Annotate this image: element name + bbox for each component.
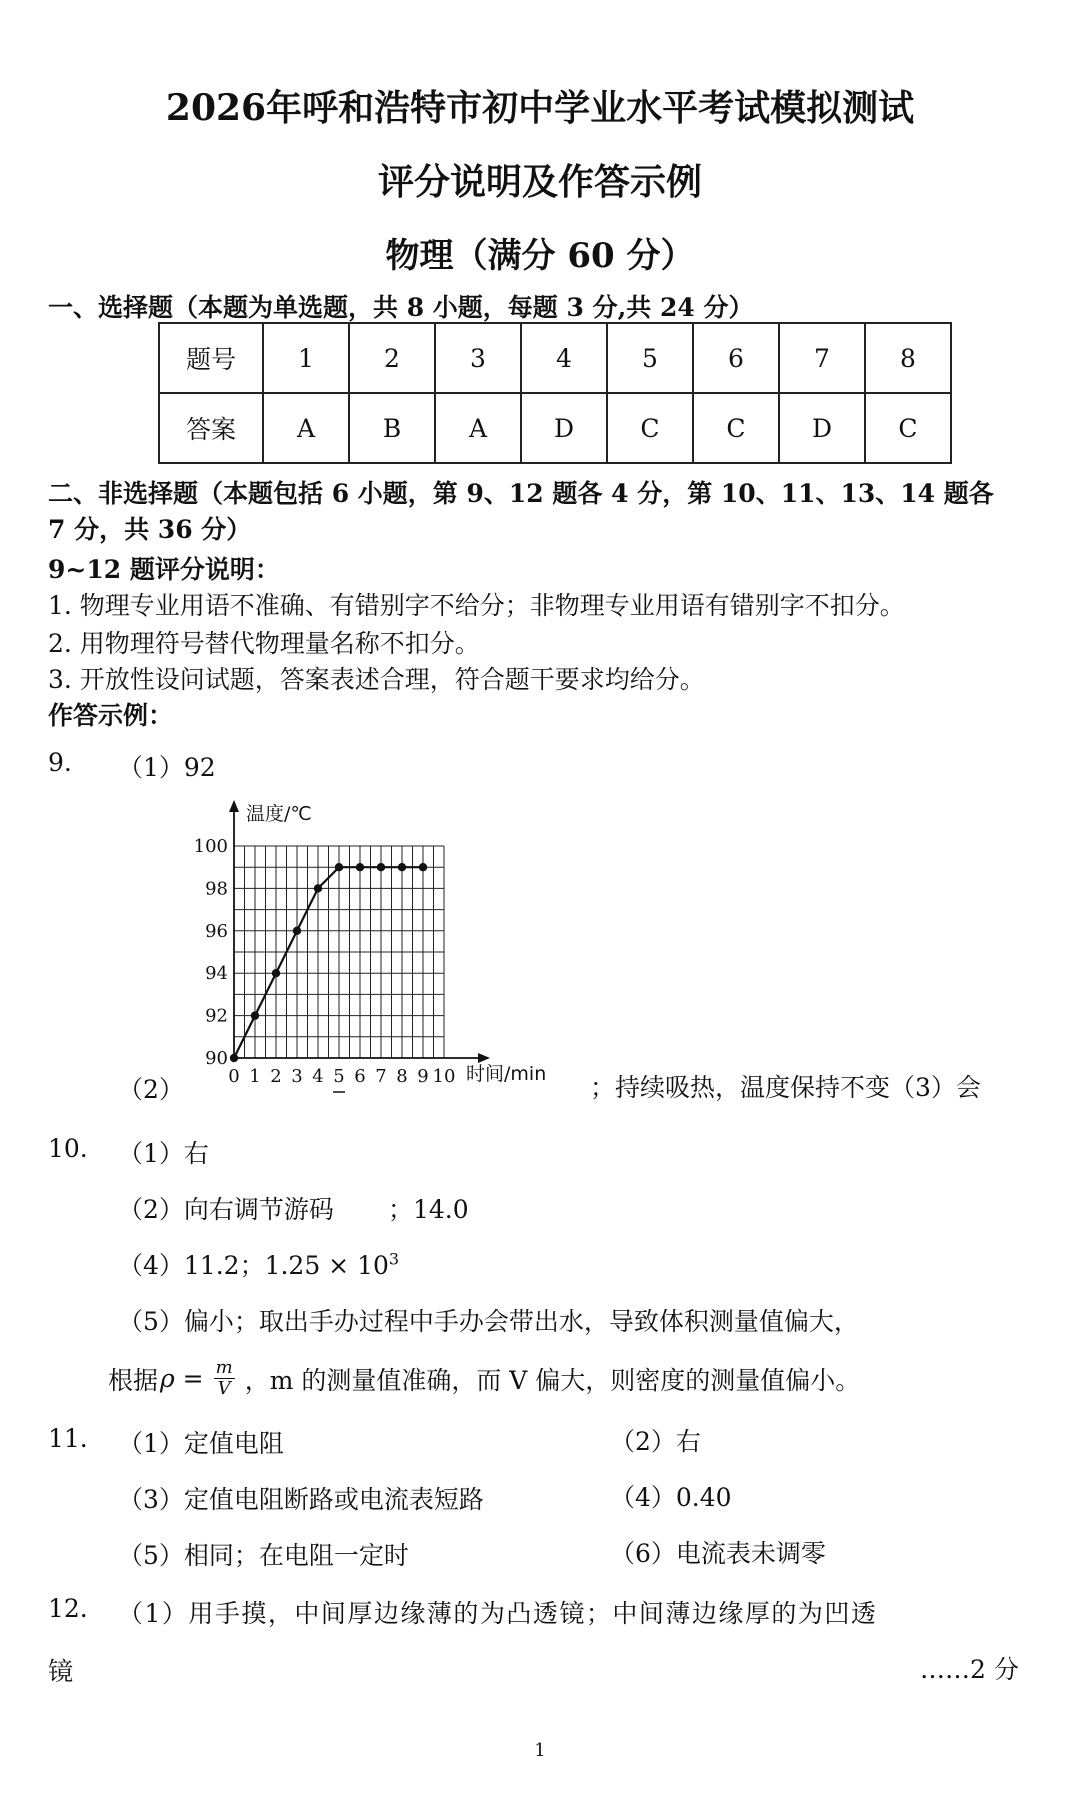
question-number: 12.: [48, 1594, 88, 1623]
table-cell: 5: [607, 323, 693, 393]
table-cell: 8: [865, 323, 951, 393]
table-cell: 4: [521, 323, 607, 393]
table-cell: 3: [435, 323, 521, 393]
rules-title: 9~12 题评分说明：: [48, 555, 280, 584]
answer-part: （2）右: [610, 1427, 701, 1456]
numerator: m: [215, 1357, 233, 1378]
rule-item: 2. 用物理符号替代物理量名称不扣分。: [48, 629, 480, 658]
score-note: ……2 分: [920, 1655, 1019, 1684]
exam-subtitle: 评分说明及作答示例: [377, 161, 702, 203]
data-point: [293, 927, 301, 935]
question-number: 10.: [48, 1134, 88, 1163]
table-cell: D: [779, 393, 865, 463]
question-number: 9.: [48, 748, 72, 777]
chart-grid: [234, 846, 444, 1058]
x-tick-label: 6: [354, 1066, 366, 1087]
answer-part: （4）0.40: [610, 1483, 732, 1512]
x-tick-label: 0: [228, 1066, 240, 1087]
y-tick-label: 96: [205, 920, 228, 942]
data-point: [419, 863, 427, 871]
row-label: 答案: [159, 393, 263, 463]
data-point: [314, 884, 322, 892]
formula-rest: ，m 的测量值准确，而 V 偏大，则密度的测量值偏小。: [244, 1365, 861, 1395]
exam-title: 2026年呼和浩特市初中学业水平考试模拟测试: [165, 87, 915, 129]
x-tick-label: 10: [432, 1066, 456, 1087]
x-axis-label: 时间/min: [466, 1063, 547, 1085]
table-cell: C: [607, 393, 693, 463]
row-label: 题号: [159, 323, 263, 393]
answer-part: ；持续吸热，温度保持不变（3）会: [590, 1073, 981, 1102]
section2-heading-line2: 7 分，共 36 分）: [48, 515, 252, 544]
answer-row: [159, 393, 951, 463]
rule-item: 3. 开放性设问试题，答案表述合理，符合题干要求均给分。: [48, 665, 705, 694]
chart-ticks: [194, 836, 456, 1092]
answer-part: [118, 1246, 399, 1282]
denominator: V: [217, 1378, 231, 1399]
x-tick-label: 2: [270, 1066, 282, 1087]
data-point: [230, 1054, 238, 1062]
table-cell: 7: [779, 323, 865, 393]
density-formula-line: [108, 1358, 860, 1399]
section1-heading: 一、选择题（本题为单选题，共 8 小题，每题 3 分,共 24 分）: [48, 293, 754, 322]
y-tick-label: 92: [205, 1005, 228, 1027]
temperature-time-chart: [170, 790, 547, 1110]
answer-part: （6）电流表未调零: [610, 1539, 826, 1568]
table-cell: B: [349, 393, 435, 463]
x-tick-label: 8: [396, 1066, 408, 1087]
answer-table: [158, 322, 952, 464]
example-title: 作答示例：: [48, 701, 174, 730]
data-point: [398, 863, 406, 871]
y-axis-label: 温度/℃: [246, 803, 312, 825]
y-tick-label: 94: [205, 963, 228, 985]
table-cell: D: [521, 393, 607, 463]
x-axis-arrow: [478, 1053, 490, 1063]
page-number: 1: [534, 1740, 546, 1761]
answer-part: （1）定值电阻: [118, 1429, 284, 1458]
x-tick-label: 7: [375, 1066, 387, 1087]
table-cell: A: [435, 393, 521, 463]
table-cell: C: [865, 393, 951, 463]
question-number: 11.: [48, 1424, 88, 1453]
table-cell: 1: [263, 323, 349, 393]
y-tick-label: 98: [205, 878, 228, 900]
x-tick-label: 5: [333, 1066, 345, 1087]
subject-title: 物理（满分 60 分）: [385, 236, 695, 276]
answer-part: （5）偏小；取出手办过程中手办会带出水，导致体积测量值偏大，: [118, 1307, 859, 1336]
data-point: [335, 863, 343, 871]
data-point: [356, 863, 364, 871]
formula-prefix: 根据: [108, 1365, 159, 1395]
answer-part: （1）92: [118, 753, 216, 782]
x-tick-label: 1: [249, 1066, 261, 1087]
data-point: [272, 969, 280, 977]
question-number-row: [159, 323, 951, 393]
y-tick-label: 90: [205, 1048, 228, 1069]
answer-part: （5）相同；在电阻一定时: [118, 1541, 409, 1570]
answer-part: （1）用手摸，中间厚边缘薄的为凸透镜；中间薄边缘厚的为凹透: [118, 1599, 878, 1628]
data-point: [377, 863, 385, 871]
exponent: 3: [388, 1249, 400, 1269]
answer-part: （2）向右调节游码: [118, 1195, 334, 1224]
table-cell: A: [263, 393, 349, 463]
rho-symbol: ρ =: [160, 1364, 204, 1393]
y-tick-label: 100: [193, 836, 228, 857]
rule-item: 1. 物理专业用语不准确、有错别字不给分；非物理专业用语有错别字不扣分。: [48, 591, 905, 620]
section2-heading-line1: 二、非选择题（本题包括 6 小题，第 9、12 题各 4 分，第 10、11、13、14 题各: [48, 479, 994, 508]
answer-part: （1）右: [118, 1139, 209, 1168]
answer-part: （2）: [118, 1075, 184, 1104]
table-cell: 6: [693, 323, 779, 393]
data-point: [251, 1011, 259, 1019]
fraction: [214, 1358, 235, 1399]
answer-text: （4）11.2；1.25 × 10: [118, 1251, 389, 1280]
table-cell: 2: [349, 323, 435, 393]
y-axis-arrow: [229, 800, 239, 812]
x-tick-label: 9: [417, 1066, 429, 1087]
answer-continuation: 镜: [48, 1657, 74, 1686]
answer-part: ；14.0: [388, 1195, 469, 1224]
table-cell: C: [693, 393, 779, 463]
answer-part: （3）定值电阻断路或电流表短路: [118, 1485, 484, 1514]
x-tick-label: 3: [291, 1066, 303, 1087]
x-tick-label: 4: [312, 1066, 324, 1087]
